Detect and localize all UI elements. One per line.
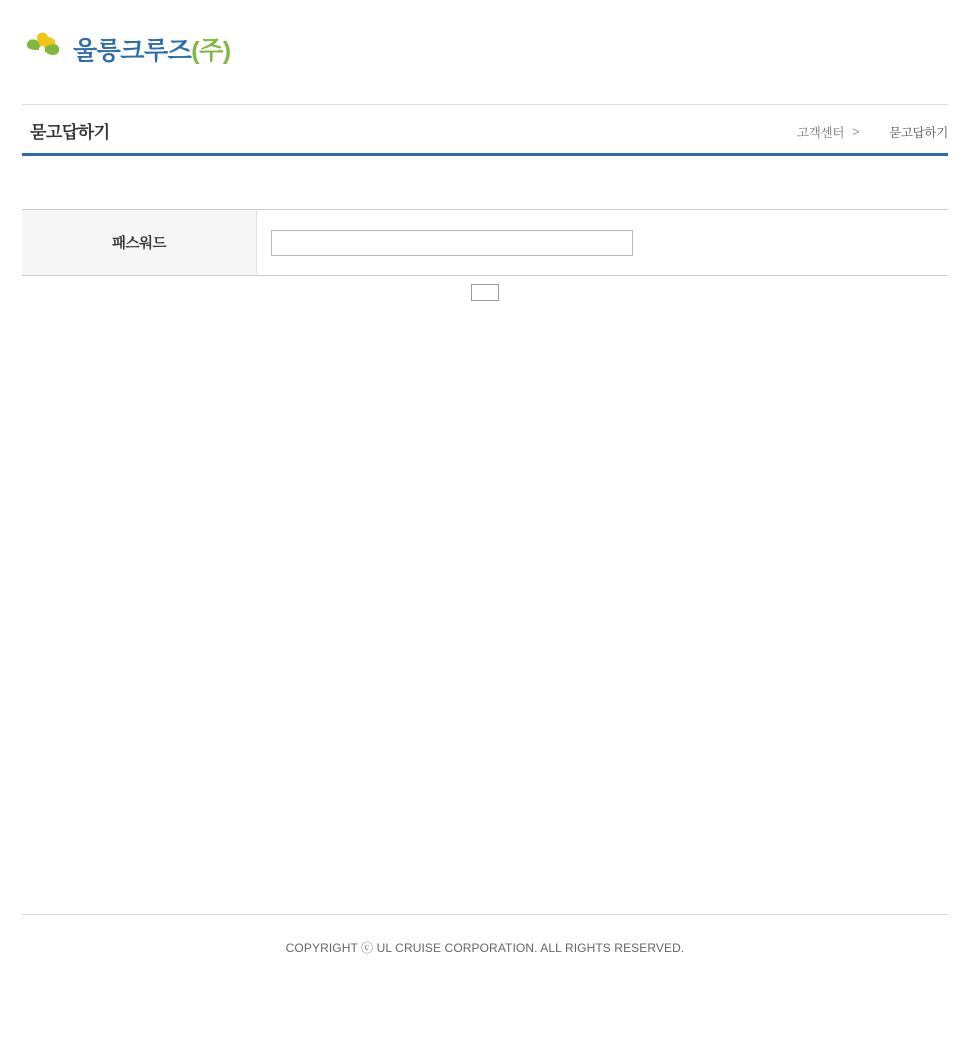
breadcrumb-parent[interactable]: 고객센터 xyxy=(797,126,845,140)
breadcrumb xyxy=(797,123,948,141)
copyright-text: COPYRIGHT ⓒ UL CRUISE CORPORATION. ALL RIGHTS RESERVED. xyxy=(285,941,685,955)
password-label: 패스워드 xyxy=(22,210,257,276)
brand-title-main: 울릉크루즈 xyxy=(73,37,192,65)
submit-button-row xyxy=(22,284,948,301)
breadcrumb-current: 묻고답하기 xyxy=(889,126,948,140)
submit-button[interactable] xyxy=(471,284,499,301)
site-header xyxy=(0,0,970,104)
password-field-cell xyxy=(257,210,949,276)
table-row xyxy=(22,210,948,276)
brand-home-link[interactable] xyxy=(22,28,231,70)
brand-title-suffix: (주) xyxy=(191,37,231,65)
breadcrumb-separator: > xyxy=(852,125,860,139)
brand-title xyxy=(73,31,231,67)
main-content xyxy=(22,209,948,301)
password-input[interactable] xyxy=(271,230,633,256)
page-title: 묻고답하기 xyxy=(30,123,110,142)
password-form-table xyxy=(22,209,948,276)
pinwheel-flower-logo-icon xyxy=(22,28,64,70)
site-footer xyxy=(22,914,948,956)
page-title-bar xyxy=(22,104,948,156)
